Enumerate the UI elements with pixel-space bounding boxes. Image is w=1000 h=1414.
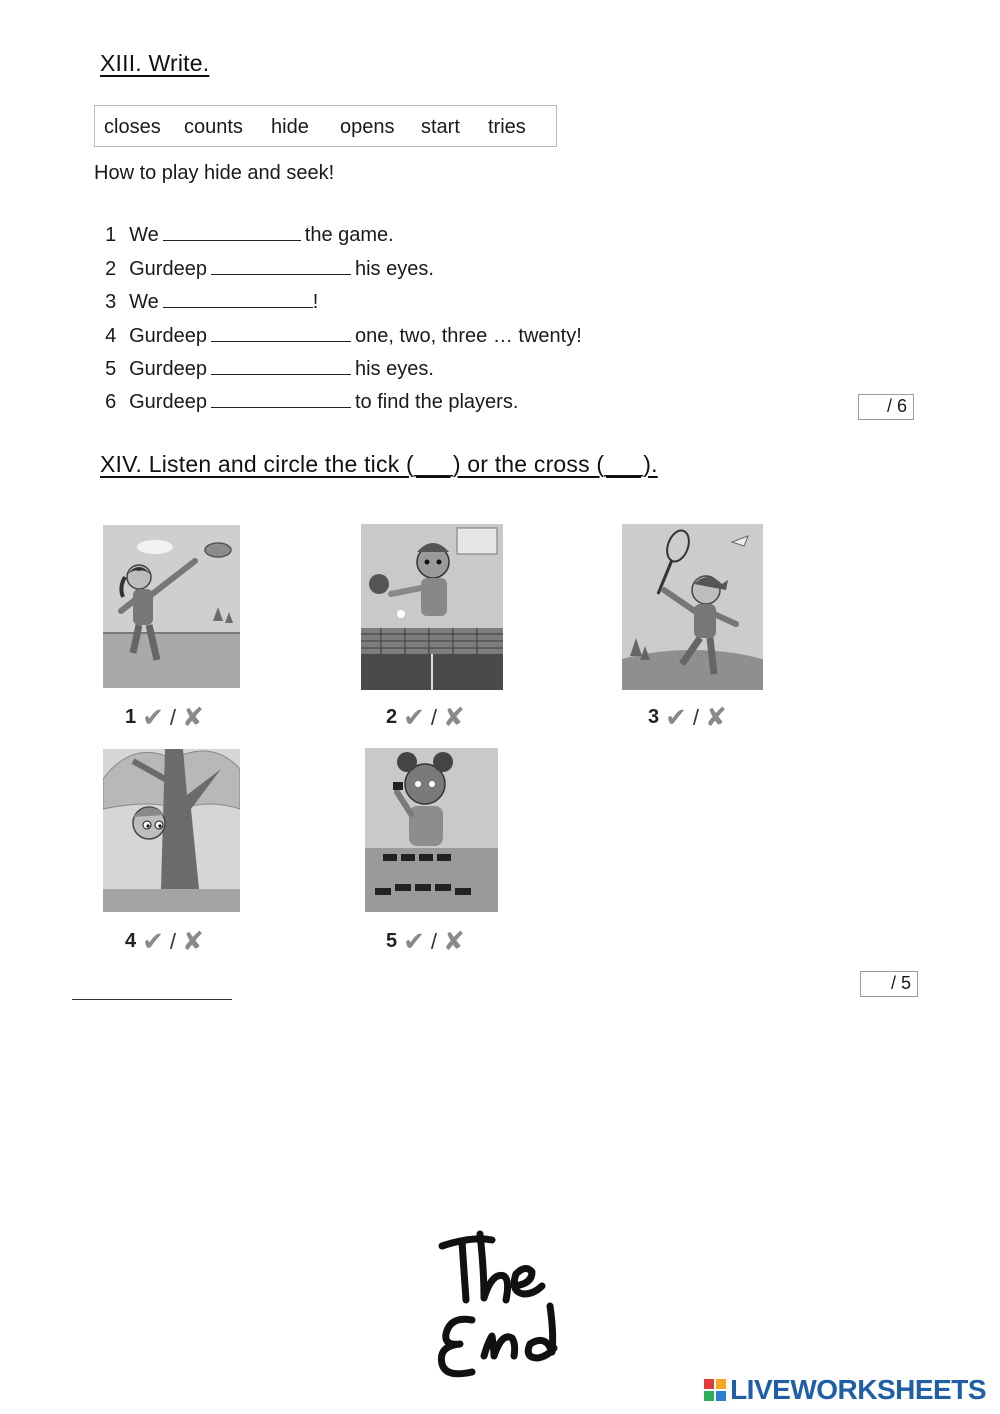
- word-bank-item: tries: [488, 116, 526, 138]
- picture-tree-hiding: [103, 749, 240, 912]
- picture-table-tennis: [361, 524, 503, 690]
- tick-icon[interactable]: ✔: [142, 926, 164, 956]
- instructions-heading: How to play hide and seek!: [94, 162, 335, 184]
- section-14-title: XIV. Listen and circle the tick (___) or the cross (___).: [100, 451, 658, 477]
- liveworksheets-brand: [704, 1374, 986, 1406]
- exercise-item: 1 We the game.: [105, 224, 394, 246]
- exercise-item: 6 Gurdeep to find the players.: [105, 391, 519, 413]
- cross-icon[interactable]: ✘: [182, 926, 204, 956]
- picture-dominoes: [365, 748, 498, 912]
- tick-icon[interactable]: ✔: [665, 702, 687, 732]
- exercise-item: 5 Gurdeep his eyes.: [105, 358, 434, 380]
- tick-icon[interactable]: ✔: [403, 702, 425, 732]
- tick-icon[interactable]: ✔: [142, 702, 164, 732]
- picture-badminton: [622, 524, 763, 690]
- picture-2-caption: 2 ✔ / ✘: [386, 702, 465, 732]
- badminton-illustration: [622, 524, 763, 690]
- cross-icon[interactable]: ✘: [443, 702, 465, 732]
- picture-frisbee: [103, 525, 240, 688]
- exercise-item: 4 Gurdeep one, two, three … twenty!: [105, 325, 582, 347]
- cross-icon[interactable]: ✘: [182, 702, 204, 732]
- word-bank-item: opens: [340, 116, 395, 138]
- picture-5-caption: 5 ✔ / ✘: [386, 926, 465, 956]
- word-bank-item: hide: [271, 116, 309, 138]
- answer-blank[interactable]: [211, 390, 351, 408]
- exercise-item: 2 Gurdeep his eyes.: [105, 258, 434, 280]
- frisbee-illustration: [103, 525, 240, 688]
- the-end-logo: [432, 1228, 572, 1378]
- liveworksheets-logo-icon: [704, 1379, 726, 1401]
- word-bank-item: closes: [104, 116, 161, 138]
- cross-icon[interactable]: ✘: [443, 926, 465, 956]
- section-13-title: XIII. Write.: [100, 50, 210, 76]
- the-end-lettering: [432, 1228, 572, 1378]
- dominoes-illustration: [365, 748, 498, 912]
- cross-icon[interactable]: ✘: [705, 702, 727, 732]
- picture-1-caption: 1 ✔ / ✘: [125, 702, 204, 732]
- exercise-item: 3 We !: [105, 291, 319, 313]
- word-bank: [94, 105, 557, 147]
- word-bank-item: start: [421, 116, 460, 138]
- score-box: / 5: [860, 971, 918, 997]
- tick-icon[interactable]: ✔: [403, 926, 425, 956]
- picture-4-caption: 4 ✔ / ✘: [125, 926, 204, 956]
- brand-name: LIVEWORKSHEETS: [730, 1374, 986, 1405]
- score-box: / 6: [858, 394, 914, 420]
- picture-3-caption: 3 ✔ / ✘: [648, 702, 727, 732]
- divider-line: [72, 999, 232, 1000]
- tree-illustration: [103, 749, 240, 912]
- word-bank-item: counts: [184, 116, 243, 138]
- table-tennis-illustration: [361, 524, 503, 690]
